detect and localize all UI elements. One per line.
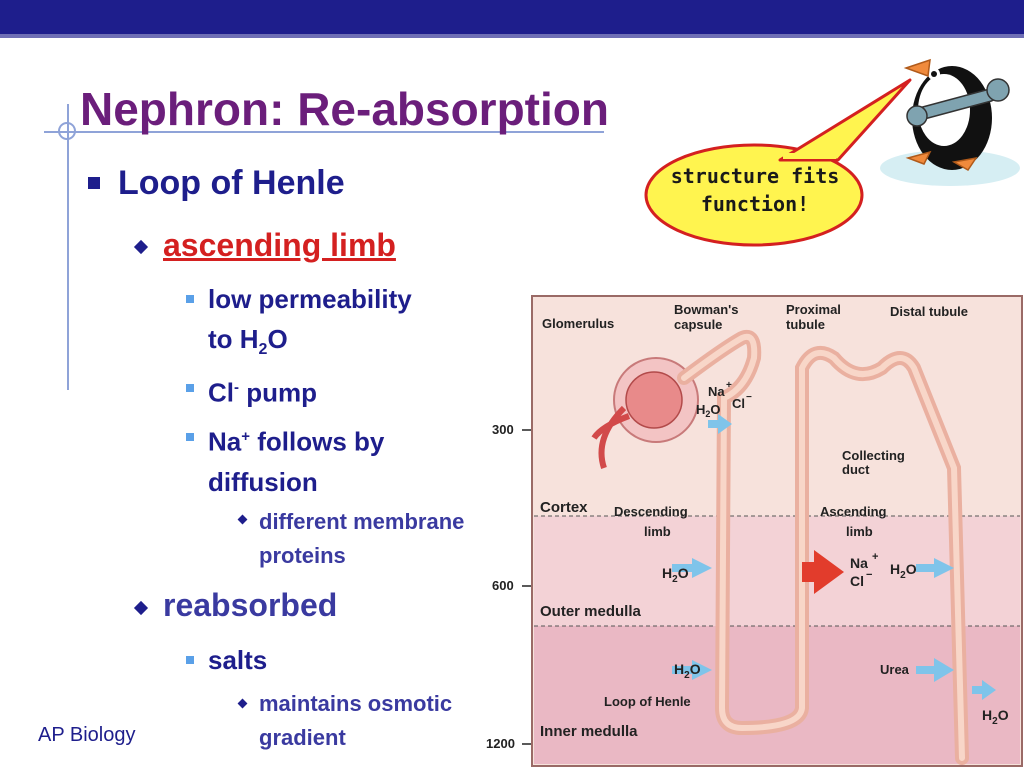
scale-1200: 1200 [486, 736, 515, 751]
subscript-2: 2 [258, 341, 268, 359]
label-glomerulus: Glomerulus [542, 316, 615, 331]
bullet-loop-of-henle: Loop of Henle [118, 164, 345, 202]
bullet-diamond-icon [134, 601, 148, 615]
label-minus: − [866, 569, 873, 581]
cl-superscript: - [234, 379, 239, 396]
label-descending-2: limb [644, 524, 671, 539]
scale-300: 300 [492, 422, 514, 437]
scale-600: 600 [492, 578, 514, 593]
penguin-with-wrench-icon [872, 40, 1022, 190]
bullet-small-diamond-icon [238, 515, 248, 525]
follows-by-text: follows by [250, 426, 385, 457]
callout-text [660, 162, 850, 218]
label-urea: Urea [880, 662, 909, 677]
label-bowmans-2: capsule [674, 317, 723, 332]
guide-line-vertical [67, 104, 69, 390]
label-h2o-descending: $H_2O$ [662, 565, 689, 585]
glomerulus-shape [626, 372, 682, 428]
bullet-small-diamond-icon [238, 699, 248, 709]
label-plus: + [872, 551, 879, 563]
bullet-different-membrane [259, 505, 464, 573]
slide-title: Nephron: Re-absorption [80, 83, 609, 135]
membrane-line1: different membrane [259, 509, 465, 534]
low-permeability-line2a: to H [208, 324, 259, 354]
label-collecting-2: duct [842, 462, 870, 477]
label-minus: − [746, 392, 752, 403]
bullet-maintains-osmotic [259, 687, 452, 755]
bullet-small-square-icon [186, 656, 194, 664]
membrane-line2: proteins [259, 543, 346, 568]
footer-label: AP Biology [38, 724, 136, 746]
label-proximal-1: Proximal [786, 302, 841, 317]
label-ascending-1: Ascending [820, 504, 887, 519]
callout-line1: structure fits [670, 164, 840, 188]
label-cl-ascending: Cl [850, 573, 864, 589]
pump-text: pump [239, 377, 317, 408]
guide-circle [58, 122, 76, 140]
osmotic-line2: gradient [259, 725, 346, 750]
header-stripe [0, 34, 1024, 38]
header-bar [0, 0, 1024, 34]
low-permeability-line1: low permeability [208, 284, 412, 314]
callout-line2: function! [700, 192, 810, 216]
na-text: Na [208, 426, 242, 457]
label-h2o-proximal: $H_2O$ [696, 402, 721, 419]
bullet-cl-pump [208, 368, 317, 413]
label-descending-1: Descending [614, 504, 688, 519]
bullet-small-square-icon [186, 433, 194, 441]
label-h2o-inner: $H_2O$ [674, 661, 701, 681]
bullet-square-icon [88, 177, 100, 189]
bullet-small-square-icon [186, 295, 194, 303]
label-loop-of-henle: Loop of Henle [604, 694, 691, 709]
bullet-ascending-limb: ascending limb [163, 227, 396, 263]
label-h2o-collecting: $H_2O$ [890, 561, 917, 581]
bullet-small-square-icon [186, 384, 194, 392]
label-outer-medulla: Outer medulla [540, 603, 641, 620]
label-bowmans-1: Bowman's [674, 302, 739, 317]
label-h2o-inner-collecting: $H_2O$ [982, 707, 1009, 727]
bullet-na-diffusion [208, 417, 384, 502]
label-proximal-2: tubule [786, 317, 825, 332]
label-ascending-2: limb [846, 524, 873, 539]
bullet-salts: salts [208, 645, 268, 675]
label-na-ascending: Na [850, 555, 868, 571]
bullet-diamond-icon [134, 240, 148, 254]
bullet-low-permeability [208, 279, 412, 370]
na-superscript: + [241, 428, 251, 445]
diffusion-text: diffusion [208, 466, 318, 497]
label-collecting-1: Collecting [842, 448, 905, 463]
label-plus: + [726, 380, 732, 391]
bullet-reabsorbed: reabsorbed [163, 587, 338, 623]
osmotic-line1: maintains osmotic [259, 691, 453, 716]
cl-text: Cl [208, 377, 234, 408]
label-cortex: Cortex [540, 499, 588, 516]
low-permeability-line2b: O [267, 324, 288, 354]
label-distal: Distal tubule [890, 304, 969, 319]
nephron-diagram [484, 288, 1024, 768]
label-inner-medulla: Inner medulla [540, 723, 638, 740]
label-na-proximal: Na [708, 384, 725, 399]
label-cl-proximal: Cl [732, 396, 745, 411]
